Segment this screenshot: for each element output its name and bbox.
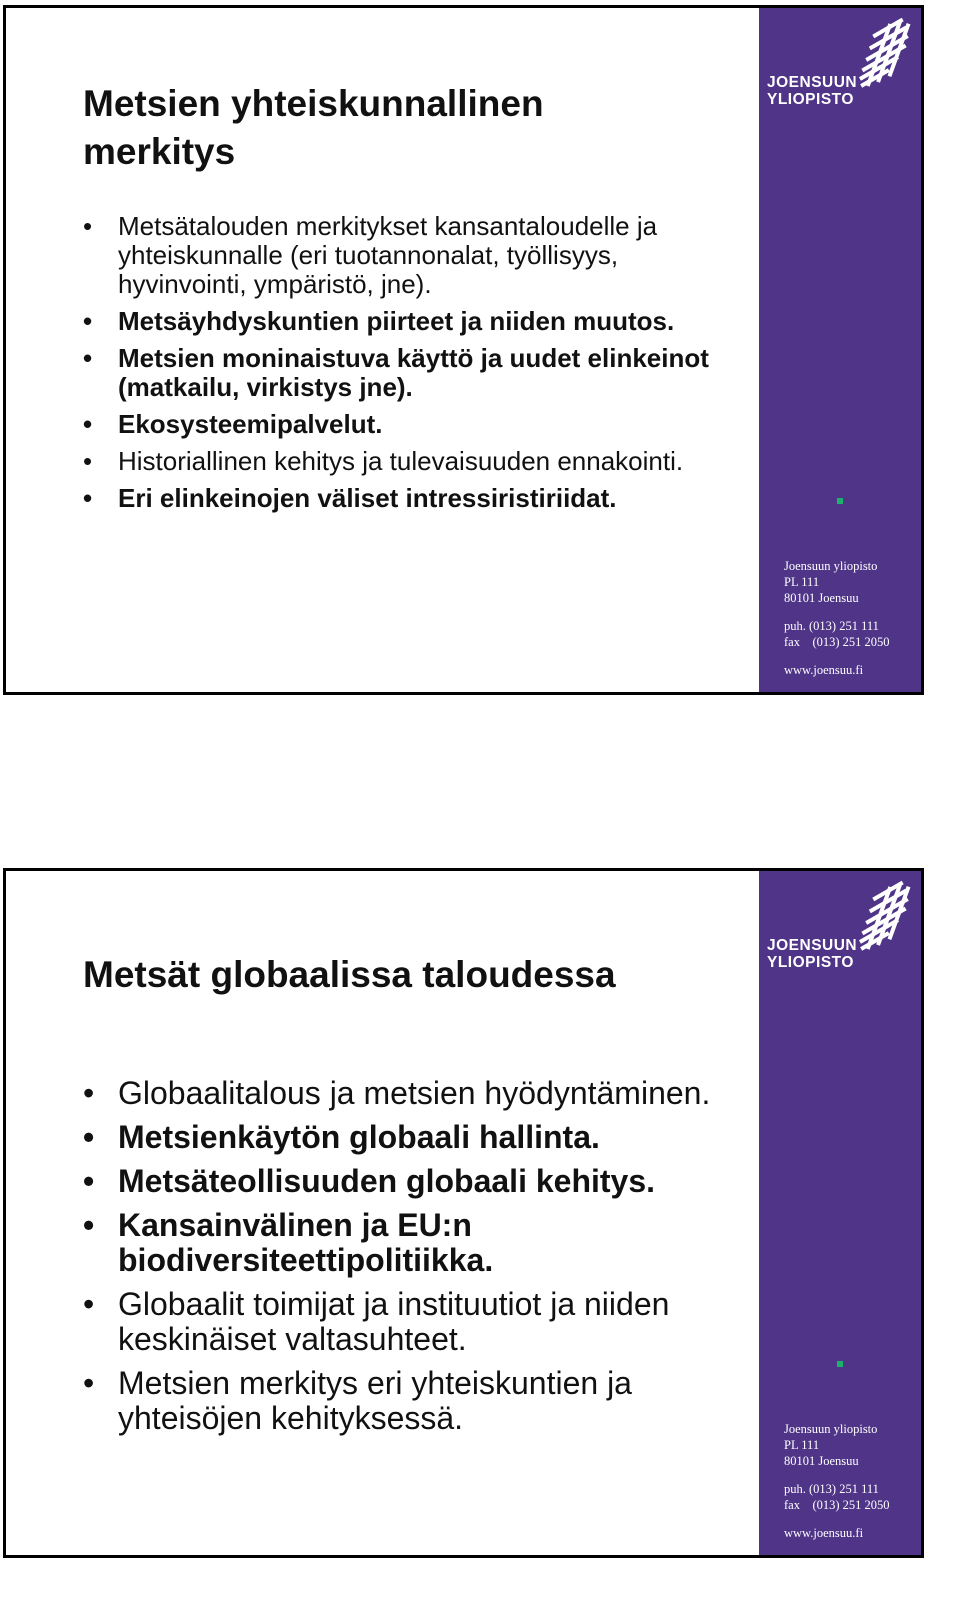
slide-1-bullet-list	[83, 212, 723, 521]
contact-info	[784, 1421, 890, 1541]
bullet-item: • Metsätalouden merkitykset kansantaloudelle ja yhteiskunnalle (eri tuotannonalat, työllisyys, hyvinvointi, ympäristö, jne).	[83, 212, 723, 299]
bullet-item: • Eri elinkeinojen väliset intressiristiriidat.	[83, 484, 723, 513]
contact-postal: 80101 Joensuu	[784, 591, 859, 605]
bullet-item: • Ekosysteemipalvelut.	[83, 410, 723, 439]
contact-web: www.joensuu.fi	[784, 663, 864, 677]
bullet-item: • Metsäyhdyskuntien piirteet ja niiden muutos.	[83, 307, 723, 336]
logo-line-1: JOENSUUN	[767, 937, 858, 954]
contact-phone: puh. (013) 251 111	[784, 1482, 879, 1496]
contact-box: PL 111	[784, 575, 820, 589]
university-logo	[759, 871, 921, 981]
contact-box: PL 111	[784, 1438, 820, 1452]
slide-2	[3, 868, 924, 1558]
contact-postal: 80101 Joensuu	[784, 1454, 859, 1468]
slide-1-title: Metsien yhteiskunnallinen merkitys	[83, 83, 544, 172]
accent-dot	[837, 1361, 843, 1367]
bullet-item: • Kansainvälinen ja EU:n biodiversiteettipolitiikka.	[83, 1208, 763, 1278]
slide-2-title: Metsät globaalissa taloudessa	[83, 954, 616, 995]
logo-line-1: JOENSUUN	[767, 74, 858, 91]
contact-fax: fax (013) 251 2050	[784, 635, 890, 649]
contact-phone: puh. (013) 251 111	[784, 619, 879, 633]
bullet-item: • Globaalitalous ja metsien hyödyntäminen.	[83, 1076, 763, 1111]
bullet-item: • Metsien moninaistuva käyttö ja uudet elinkeinot (matkailu, virkistys jne).	[83, 344, 723, 402]
bullet-item: • Metsien merkitys eri yhteiskuntien ja yhteisöjen kehityksessä.	[83, 1366, 763, 1436]
bullet-item: • Historiallinen kehitys ja tulevaisuuden ennakointi.	[83, 447, 723, 476]
university-logo	[759, 8, 921, 118]
accent-dot	[837, 498, 843, 504]
contact-info	[784, 558, 890, 678]
sidebar-panel	[759, 8, 921, 692]
logo-wordmark	[767, 74, 857, 108]
slide-2-bullet-list	[83, 1076, 763, 1445]
contact-fax: fax (013) 251 2050	[784, 1498, 890, 1512]
logo-line-2: YLIOPISTO	[767, 91, 854, 108]
contact-name: Joensuun yliopisto	[784, 1422, 878, 1436]
contact-name: Joensuun yliopisto	[784, 559, 878, 573]
bullet-item: • Globaalit toimijat ja instituutiot ja niiden keskinäiset valtasuhteet.	[83, 1287, 763, 1357]
bullet-item: • Metsienkäytön globaali hallinta.	[83, 1120, 763, 1155]
slide-1	[3, 5, 924, 695]
bullet-item: • Metsäteollisuuden globaali kehitys.	[83, 1164, 763, 1199]
logo-wordmark	[767, 937, 857, 971]
contact-web: www.joensuu.fi	[784, 1526, 864, 1540]
logo-line-2: YLIOPISTO	[767, 954, 854, 971]
sidebar-panel	[759, 871, 921, 1555]
